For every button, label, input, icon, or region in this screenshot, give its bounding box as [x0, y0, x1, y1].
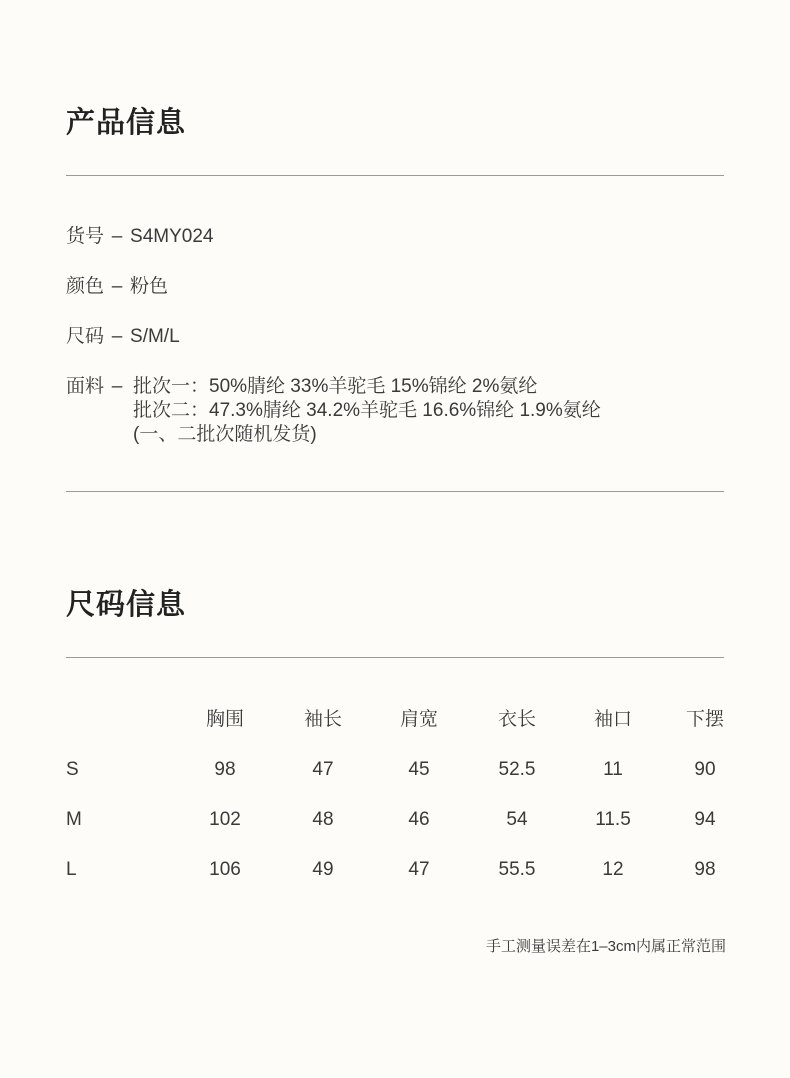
product-info-divider-top: [66, 175, 724, 176]
fabric-batch-one: 批次一：50%腈纶 33%羊驼毛 15%锦纶 2%氨纶: [133, 376, 538, 397]
cell-hem: 90: [694, 759, 716, 780]
measurement-note: 手工测量误差在1–3cm内属正常范围: [485, 938, 726, 955]
table-row: [66, 850, 730, 890]
item-number-value: S4MY024: [130, 226, 214, 247]
size-info-title: 尺码信息: [66, 589, 187, 621]
size-row-info: [66, 325, 180, 349]
fabric-shipping-note: (一、二批次随机发货): [133, 424, 317, 445]
cell-cuff: 11.5: [595, 809, 631, 830]
header-sleeve-length: 袖长: [303, 709, 342, 730]
fabric-batch-two: 批次二：47.3%腈纶 34.2%羊驼毛 16.6%锦纶 1.9%氨纶: [133, 400, 601, 421]
cell-hem: 98: [694, 859, 716, 880]
table-row: [66, 750, 730, 790]
color-label: 颜色: [66, 276, 105, 297]
item-number-label: 货号: [66, 226, 105, 247]
cell-chest: 102: [209, 809, 241, 830]
cell-sleeve-length: 49: [312, 859, 334, 880]
header-body-length: 衣长: [497, 709, 536, 730]
header-chest: 胸围: [205, 709, 244, 730]
cell-sleeve-length: 48: [312, 809, 334, 830]
cell-shoulder-width: 45: [408, 759, 430, 780]
cell-body-length: 54: [506, 809, 528, 830]
row-size-label: S: [66, 759, 79, 780]
size-table-header: [66, 700, 730, 740]
table-row: [66, 800, 730, 840]
header-shoulder-width: 肩宽: [399, 709, 438, 730]
cell-chest: 106: [209, 859, 241, 880]
cell-sleeve-length: 47: [312, 759, 334, 780]
fabric-label: 面料: [66, 376, 105, 397]
cell-cuff: 11: [603, 759, 623, 780]
cell-hem: 94: [694, 809, 716, 830]
cell-chest: 98: [214, 759, 236, 780]
size-value: S/M/L: [130, 326, 180, 347]
color-dash: –: [111, 276, 123, 297]
header-cuff: 袖口: [593, 709, 632, 730]
size-label: 尺码: [66, 326, 105, 347]
product-info-title: 产品信息: [66, 107, 187, 139]
fabric-label-row: [66, 375, 130, 399]
cell-body-length: 52.5: [498, 759, 536, 780]
row-size-label: M: [66, 809, 82, 830]
item-number-row: [66, 225, 213, 249]
size-info-divider: [66, 657, 724, 658]
product-info-divider-bottom: [66, 491, 724, 492]
cell-shoulder-width: 46: [408, 809, 430, 830]
cell-body-length: 55.5: [498, 859, 536, 880]
color-value: 粉色: [130, 276, 169, 297]
size-dash: –: [111, 326, 123, 347]
row-size-label: L: [66, 859, 77, 880]
fabric-dash: –: [111, 376, 123, 397]
cell-cuff: 12: [602, 859, 624, 880]
item-number-dash: –: [111, 226, 123, 247]
color-row: [66, 275, 168, 299]
cell-shoulder-width: 47: [408, 859, 430, 880]
header-hem: 下摆: [685, 709, 724, 730]
